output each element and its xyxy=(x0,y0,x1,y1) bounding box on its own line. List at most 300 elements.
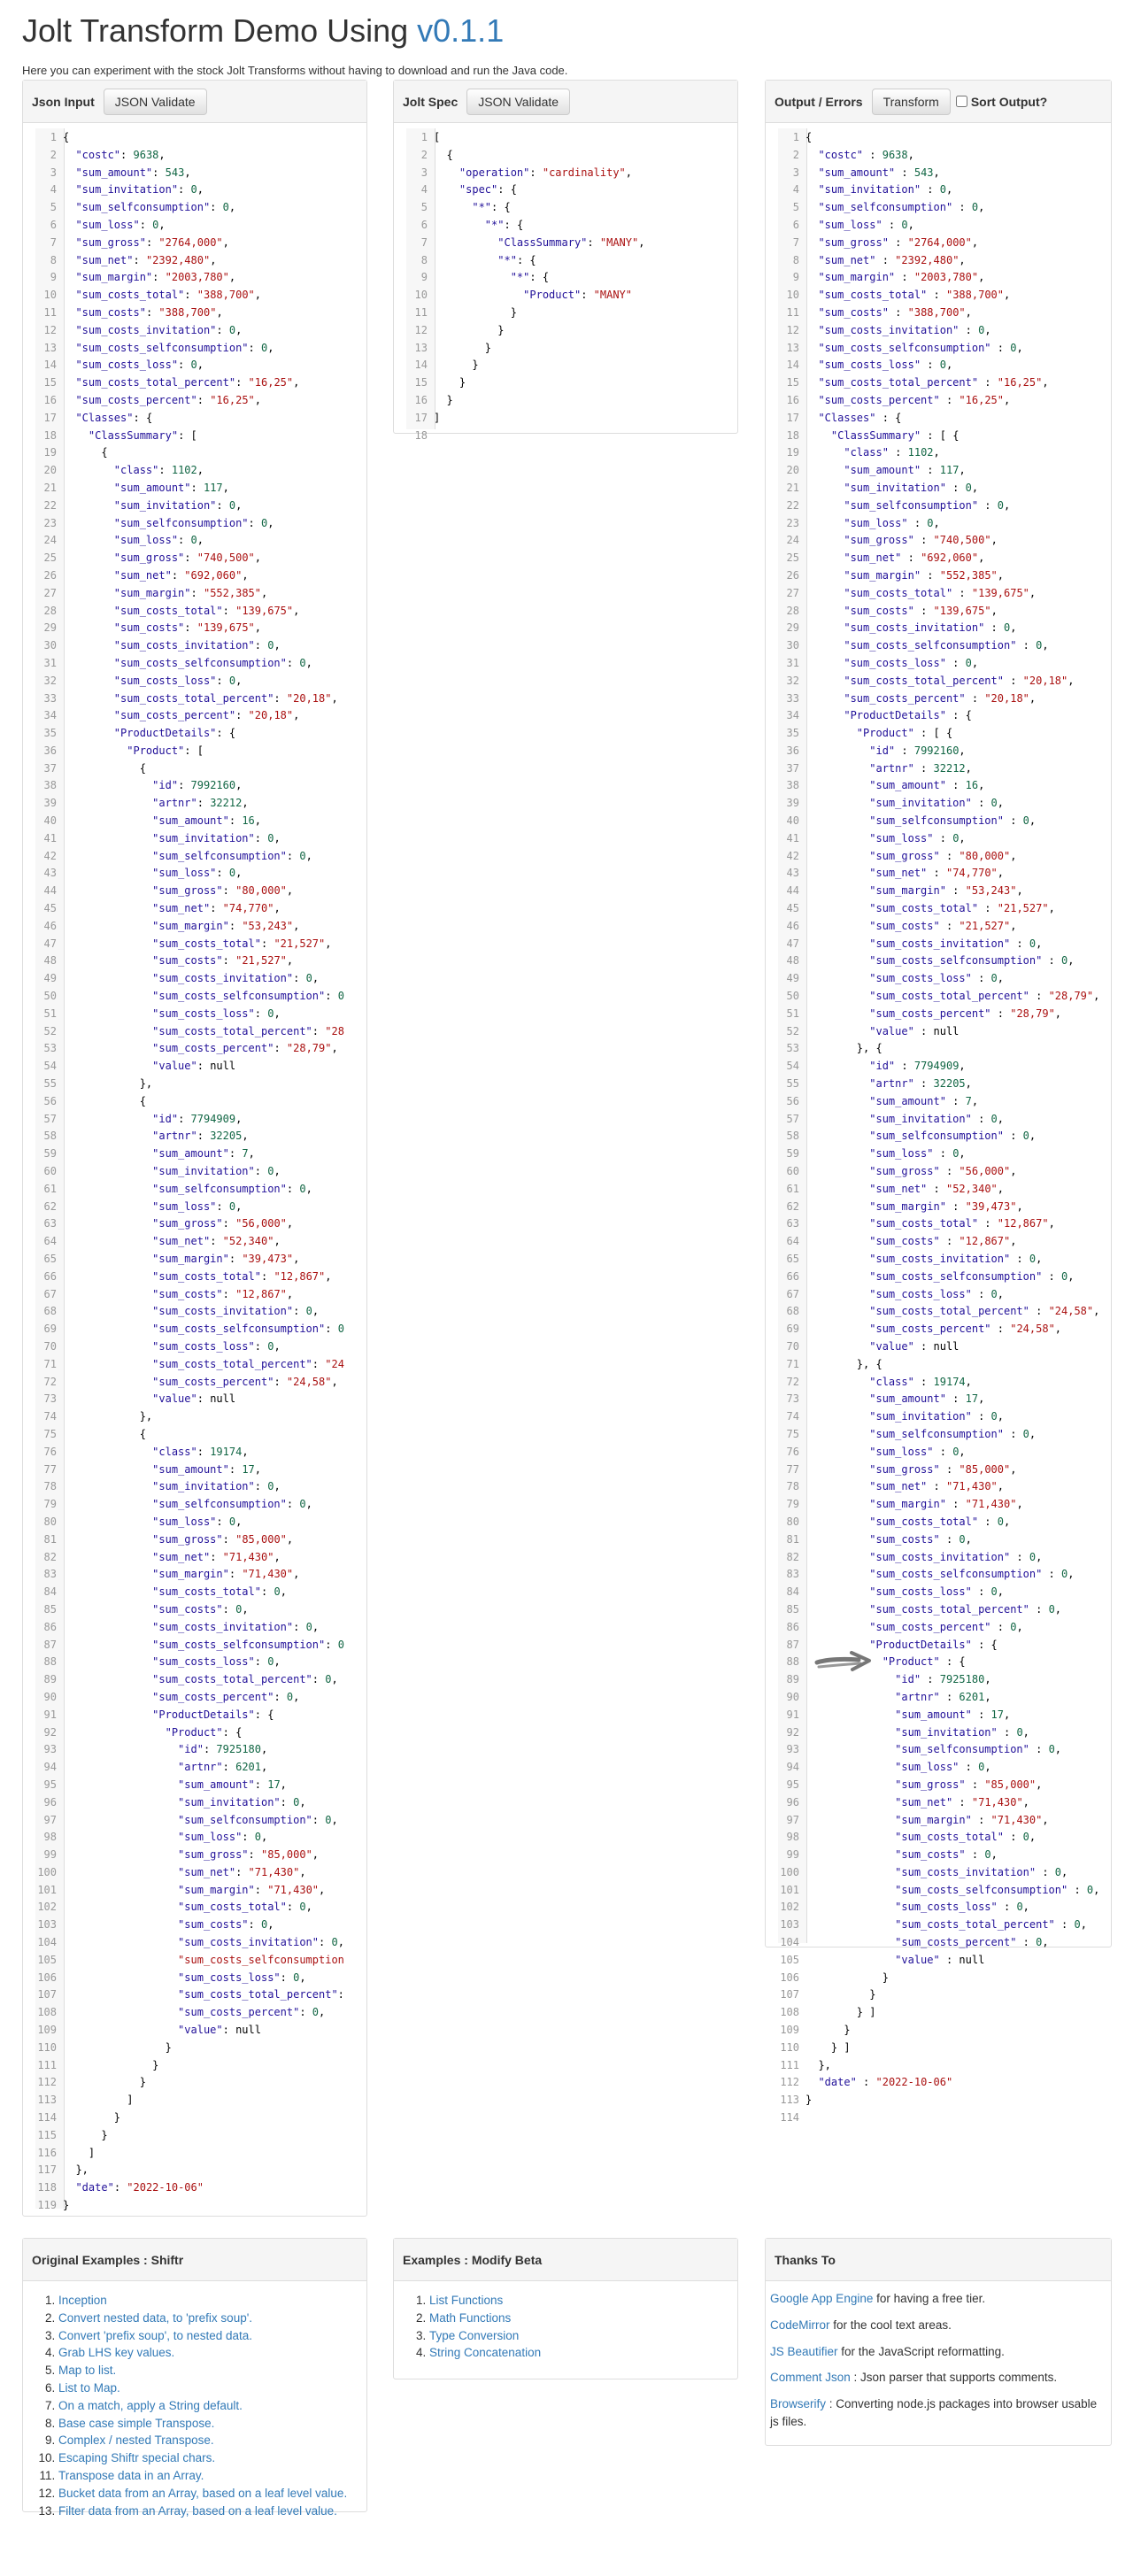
json-input-code-line[interactable] xyxy=(35,1496,365,1514)
code-text: "Product": "MANY" xyxy=(523,289,633,302)
output-code-line[interactable] xyxy=(778,1917,1109,1934)
json-input-code-line[interactable] xyxy=(35,1689,365,1707)
thanks-link[interactable]: CodeMirror xyxy=(770,2318,830,2332)
jolt-spec-code-line[interactable] xyxy=(406,287,736,305)
jolt-spec-code-line[interactable] xyxy=(406,199,736,217)
output-code-line[interactable] xyxy=(778,795,1109,813)
output-code-line[interactable] xyxy=(778,918,1109,936)
json-input-code-line[interactable] xyxy=(35,760,365,778)
output-code-line[interactable] xyxy=(778,1163,1109,1181)
shiftr-example-link[interactable]: Filter data from an Array, based on a leaf level value. xyxy=(58,2503,337,2518)
output-code-line[interactable] xyxy=(778,1496,1109,1514)
json-input-code-line[interactable] xyxy=(35,725,365,743)
json-input-code-line[interactable] xyxy=(35,1023,365,1041)
json-input-code-line[interactable] xyxy=(35,1374,365,1392)
output-code-line[interactable] xyxy=(778,2022,1109,2040)
output-code-line[interactable] xyxy=(778,199,1109,217)
json-input-code-line[interactable] xyxy=(35,988,365,1006)
output-code-line[interactable] xyxy=(778,1882,1109,1900)
json-input-code-line[interactable] xyxy=(35,2092,365,2109)
json-input-code-line[interactable] xyxy=(35,1724,365,1742)
output-code-line[interactable] xyxy=(778,1076,1109,1093)
output-code-line[interactable] xyxy=(778,883,1109,900)
output-code-line[interactable] xyxy=(778,1286,1109,1304)
json-input-code-line[interactable] xyxy=(35,462,365,480)
output-code-line[interactable] xyxy=(778,1934,1109,1952)
json-input-code-line[interactable] xyxy=(35,1391,365,1408)
jolt-spec-code-line[interactable] xyxy=(406,165,736,182)
json-input-code-line[interactable] xyxy=(35,1637,365,1654)
output-code-line[interactable] xyxy=(778,1566,1109,1584)
jolt-spec-code-line[interactable] xyxy=(406,374,736,392)
output-code-line[interactable] xyxy=(778,637,1109,655)
output-code-line[interactable] xyxy=(778,777,1109,795)
json-input-code-line[interactable] xyxy=(35,1199,365,1216)
output-code-line[interactable] xyxy=(778,1549,1109,1567)
output-code-line[interactable] xyxy=(778,2074,1109,2092)
json-input-code-line[interactable] xyxy=(35,252,365,270)
json-input-code-line[interactable] xyxy=(35,1584,365,1601)
output-code-line[interactable] xyxy=(778,1986,1109,2004)
output-code-line[interactable] xyxy=(778,1462,1109,1479)
line-number: 61 xyxy=(43,1182,57,1195)
json-input-code-line[interactable] xyxy=(35,795,365,813)
json-input-code-line[interactable] xyxy=(35,1566,365,1584)
output-code-line[interactable] xyxy=(778,1970,1109,1987)
transform-button[interactable]: Transform xyxy=(872,89,951,115)
json-input-code-line[interactable] xyxy=(35,340,365,358)
output-code-line[interactable] xyxy=(778,515,1109,533)
json-input-code-line[interactable] xyxy=(35,1215,365,1233)
jolt-spec-code-line[interactable] xyxy=(406,235,736,252)
json-input-code-line[interactable] xyxy=(35,1654,365,1671)
output-code-line[interactable] xyxy=(778,707,1109,725)
json-input-code-line[interactable] xyxy=(35,707,365,725)
json-input-code-line[interactable] xyxy=(35,1741,365,1759)
output-code-line[interactable] xyxy=(778,252,1109,270)
thanks-link[interactable]: Google App Engine xyxy=(770,2292,874,2305)
output-code-line[interactable] xyxy=(778,1023,1109,1041)
json-input-code-line[interactable] xyxy=(35,374,365,392)
json-input-code-line[interactable] xyxy=(35,1794,365,1812)
json-input-code-line[interactable] xyxy=(35,1408,365,1426)
json-input-code-line[interactable] xyxy=(35,690,365,708)
json-input-code-line[interactable] xyxy=(35,287,365,305)
output-code-line[interactable] xyxy=(778,1952,1109,1970)
json-input-code-line[interactable] xyxy=(35,1970,365,1987)
json-input-code-line[interactable] xyxy=(35,1812,365,1830)
output-code-line[interactable] xyxy=(778,2109,1109,2127)
output-code-line[interactable] xyxy=(778,1478,1109,1496)
output-code-line[interactable] xyxy=(778,1391,1109,1408)
json-input-code-line[interactable] xyxy=(35,1882,365,1900)
output-code-line[interactable] xyxy=(778,2092,1109,2109)
output-code-line[interactable] xyxy=(778,620,1109,637)
json-input-code-line[interactable] xyxy=(35,1986,365,2004)
shiftr-example-link[interactable]: List to Map. xyxy=(58,2380,120,2395)
output-code-line[interactable] xyxy=(778,1058,1109,1076)
thanks-link[interactable]: Browserify xyxy=(770,2397,827,2411)
output-code-line[interactable] xyxy=(778,1741,1109,1759)
json-input-code-line[interactable] xyxy=(35,1076,365,1093)
output-code-line[interactable] xyxy=(778,550,1109,567)
json-input-code-line[interactable] xyxy=(35,410,365,428)
output-code-line[interactable] xyxy=(778,374,1109,392)
jolt-spec-code-line[interactable] xyxy=(406,129,736,147)
json-input-code-line[interactable] xyxy=(35,515,365,533)
output-code-line[interactable] xyxy=(778,1829,1109,1847)
jolt-spec-code-line[interactable] xyxy=(406,322,736,340)
output-code-line[interactable] xyxy=(778,743,1109,760)
output-code-line[interactable] xyxy=(778,760,1109,778)
json-input-code-line[interactable] xyxy=(35,1864,365,1882)
json-input-code-line[interactable] xyxy=(35,585,365,603)
shiftr-list-item xyxy=(58,2310,366,2327)
json-input-code-line[interactable] xyxy=(35,1531,365,1549)
json-input-code-line[interactable] xyxy=(35,269,365,287)
json-input-code-line[interactable] xyxy=(35,953,365,970)
output-code-line[interactable] xyxy=(778,1812,1109,1830)
modify-list-item xyxy=(429,2292,737,2310)
code-text: "sum_costs_percent": "16,25", xyxy=(75,393,262,406)
json-input-code-line[interactable] xyxy=(35,918,365,936)
json-input-code-line[interactable] xyxy=(35,655,365,673)
json-input-code-line[interactable] xyxy=(35,567,365,585)
code-text: "Product": [ xyxy=(127,744,204,757)
json-input-code-line[interactable] xyxy=(35,620,365,637)
output-code-line[interactable] xyxy=(778,2040,1109,2057)
shiftr-example-link[interactable]: Complex / nested Transpose. xyxy=(58,2433,214,2448)
json-input-code-line[interactable] xyxy=(35,848,365,866)
json-input-code-line[interactable] xyxy=(35,2127,365,2145)
sort-output-checkbox[interactable] xyxy=(956,95,1047,109)
shiftr-example-link[interactable]: Convert 'prefix soup', to nested data. xyxy=(58,2328,253,2342)
json-input-code-line[interactable] xyxy=(35,1549,365,1567)
code-text: "sum_costs_loss" : 0, xyxy=(869,972,1004,985)
output-code-line[interactable] xyxy=(778,690,1109,708)
line-number: 107 xyxy=(780,1988,799,2001)
output-code-line[interactable] xyxy=(778,603,1109,621)
json-input-code-line[interactable] xyxy=(35,865,365,883)
json-input-code-line[interactable] xyxy=(35,1321,365,1338)
output-code-line[interactable] xyxy=(778,1531,1109,1549)
json-input-code-line[interactable] xyxy=(35,1128,365,1145)
output-code-line[interactable] xyxy=(778,865,1109,883)
json-input-code-line[interactable] xyxy=(35,1111,365,1129)
json-input-code-line[interactable] xyxy=(35,1303,365,1321)
code-text: "sum_margin": "53,243", xyxy=(152,919,300,932)
output-code-line[interactable] xyxy=(778,340,1109,358)
output-code-line[interactable] xyxy=(778,2057,1109,2075)
output-code-line[interactable] xyxy=(778,357,1109,374)
output-code-line[interactable] xyxy=(778,532,1109,550)
output-code-line[interactable] xyxy=(778,900,1109,918)
json-input-code-line[interactable] xyxy=(35,1040,365,1058)
output-code-line[interactable] xyxy=(778,480,1109,497)
json-input-code-line[interactable] xyxy=(35,1601,365,1619)
json-input-code-line[interactable] xyxy=(35,813,365,830)
output-code-line[interactable] xyxy=(778,1251,1109,1269)
output-code-line[interactable] xyxy=(778,1374,1109,1392)
shiftr-example-link[interactable]: Inception xyxy=(58,2294,107,2307)
json-input-code-line[interactable] xyxy=(35,1829,365,1847)
json-input-code-line[interactable] xyxy=(35,2040,365,2057)
json-input-code-line[interactable] xyxy=(35,777,365,795)
output-code-line[interactable] xyxy=(778,1759,1109,1777)
output-code-line[interactable] xyxy=(778,988,1109,1006)
modify-example-link[interactable]: Math Functions xyxy=(429,2310,512,2325)
output-code-line[interactable] xyxy=(778,970,1109,988)
json-input-code-line[interactable] xyxy=(35,305,365,322)
jolt-spec-code-line[interactable] xyxy=(406,410,736,428)
json-input-code-line[interactable] xyxy=(35,1444,365,1462)
output-code-line[interactable] xyxy=(778,2004,1109,2022)
json-input-code-line[interactable] xyxy=(35,129,365,147)
json-input-code-line[interactable] xyxy=(35,1006,365,1023)
json-input-code-line[interactable] xyxy=(35,1847,365,1864)
jolt-spec-code-line[interactable] xyxy=(406,181,736,199)
json-input-code-line[interactable] xyxy=(35,2004,365,2022)
output-code-line[interactable] xyxy=(778,1514,1109,1531)
output-code-line[interactable] xyxy=(778,165,1109,182)
json-input-code-line[interactable] xyxy=(35,883,365,900)
json-input-editor[interactable] xyxy=(35,129,365,2215)
jolt-spec-code-line[interactable] xyxy=(406,340,736,358)
output-code-line[interactable] xyxy=(778,428,1109,445)
json-input-code-line[interactable] xyxy=(35,2197,365,2215)
jolt-spec-code-line[interactable] xyxy=(406,392,736,410)
json-input-code-line[interactable] xyxy=(35,1934,365,1952)
output-code-line[interactable] xyxy=(778,1426,1109,1444)
line-number: 62 xyxy=(786,1199,799,1213)
json-input-code-line[interactable] xyxy=(35,147,365,165)
output-code-line[interactable] xyxy=(778,655,1109,673)
output-code-line[interactable] xyxy=(778,1899,1109,1917)
output-code-line[interactable] xyxy=(778,1408,1109,1426)
shiftr-example-link[interactable]: Convert nested data, to 'prefix soup'. xyxy=(58,2310,253,2325)
json-input-code-line[interactable] xyxy=(35,1093,365,1111)
json-input-code-line[interactable] xyxy=(35,1426,365,1444)
jolt-spec-validate-button[interactable]: JSON Validate xyxy=(466,89,570,115)
output-code-line[interactable] xyxy=(778,567,1109,585)
shiftr-example-link[interactable]: Escaping Shiftr special chars. xyxy=(58,2451,216,2465)
output-code-line[interactable] xyxy=(778,1269,1109,1286)
json-input-code-line[interactable] xyxy=(35,830,365,848)
json-input-code-line[interactable] xyxy=(35,673,365,690)
json-input-code-line[interactable] xyxy=(35,428,365,445)
line-number: 112 xyxy=(780,2076,799,2089)
json-input-code-line[interactable] xyxy=(35,199,365,217)
output-code-line[interactable] xyxy=(778,444,1109,462)
modify-example-link[interactable]: Type Conversion xyxy=(429,2328,520,2342)
output-code-line[interactable] xyxy=(778,1040,1109,1058)
shiftr-example-link[interactable]: Bucket data from an Array, based on a leaf level value. xyxy=(58,2486,348,2500)
json-input-code-line[interactable] xyxy=(35,1233,365,1251)
output-code-line[interactable] xyxy=(778,1338,1109,1356)
output-code-line[interactable] xyxy=(778,1303,1109,1321)
json-input-code-line[interactable] xyxy=(35,2179,365,2197)
output-code-line[interactable] xyxy=(778,848,1109,866)
output-code-line[interactable] xyxy=(778,392,1109,410)
json-input-code-line[interactable] xyxy=(35,2145,365,2163)
json-input-code-line[interactable] xyxy=(35,1338,365,1356)
output-code-line[interactable] xyxy=(778,287,1109,305)
json-input-code-line[interactable] xyxy=(35,1356,365,1374)
jolt-spec-code-line[interactable] xyxy=(406,428,736,445)
modify-example-link[interactable]: String Concatenation xyxy=(429,2346,542,2360)
thanks-link[interactable]: Comment Json xyxy=(770,2371,851,2385)
shiftr-example-link[interactable]: Transpose data in an Array. xyxy=(58,2468,204,2482)
json-input-code-line[interactable] xyxy=(35,1462,365,1479)
output-code-line[interactable] xyxy=(778,1181,1109,1199)
json-input-code-line[interactable] xyxy=(35,1514,365,1531)
line-number: 30 xyxy=(786,639,799,652)
json-input-code-line[interactable] xyxy=(35,1671,365,1689)
json-input-code-line[interactable] xyxy=(35,1478,365,1496)
json-input-code-line[interactable] xyxy=(35,392,365,410)
output-code-line[interactable] xyxy=(778,305,1109,322)
output-code-line[interactable] xyxy=(778,1215,1109,1233)
json-input-code-line[interactable] xyxy=(35,1058,365,1076)
json-input-code-line[interactable] xyxy=(35,2022,365,2040)
jolt-spec-code-line[interactable] xyxy=(406,357,736,374)
json-input-code-line[interactable] xyxy=(35,1917,365,1934)
json-input-code-line[interactable] xyxy=(35,2057,365,2075)
output-code-line[interactable] xyxy=(778,217,1109,235)
json-input-code-line[interactable] xyxy=(35,1899,365,1917)
output-code-line[interactable] xyxy=(778,1006,1109,1023)
output-code-line[interactable] xyxy=(778,1444,1109,1462)
json-input-code-line[interactable] xyxy=(35,743,365,760)
output-code-line[interactable] xyxy=(778,1724,1109,1742)
output-code-line[interactable] xyxy=(778,1128,1109,1145)
json-input-code-line[interactable] xyxy=(35,1269,365,1286)
output-code-line[interactable] xyxy=(778,1093,1109,1111)
json-input-code-line[interactable] xyxy=(35,1777,365,1794)
jolt-spec-code-line[interactable] xyxy=(406,252,736,270)
json-input-code-line[interactable] xyxy=(35,532,365,550)
code-text: "sum_selfconsumption": 0, xyxy=(178,1813,338,1826)
json-input-code-line[interactable] xyxy=(35,181,365,199)
output-code-line[interactable] xyxy=(778,725,1109,743)
output-code-line[interactable] xyxy=(778,269,1109,287)
code-text: "sum_margin" : "71,430", xyxy=(895,1813,1049,1826)
output-code-line[interactable] xyxy=(778,1584,1109,1601)
json-input-code-line[interactable] xyxy=(35,1181,365,1199)
output-code-line[interactable] xyxy=(778,181,1109,199)
code-text: "sum_costs_total_percent" : "16,25", xyxy=(818,376,1049,389)
output-code-line[interactable] xyxy=(778,1145,1109,1163)
line-number: 98 xyxy=(786,1831,799,1844)
json-input-code-line[interactable] xyxy=(35,497,365,515)
json-input-code-line[interactable] xyxy=(35,235,365,252)
json-input-code-line[interactable] xyxy=(35,357,365,374)
output-code-line[interactable] xyxy=(778,235,1109,252)
thanks-link[interactable]: JS Beautifier xyxy=(770,2344,838,2358)
jolt-spec-code-line[interactable] xyxy=(406,269,736,287)
json-input-code-line[interactable] xyxy=(35,2109,365,2127)
output-code-line[interactable] xyxy=(778,1707,1109,1724)
json-input-code-line[interactable] xyxy=(35,550,365,567)
code-text: "sum_costs" : "21,527", xyxy=(869,919,1017,932)
output-code-line[interactable] xyxy=(778,1356,1109,1374)
sort-output-input[interactable] xyxy=(956,96,967,107)
output-code-line[interactable] xyxy=(778,936,1109,953)
json-input-code-line[interactable] xyxy=(35,2162,365,2179)
json-input-code-line[interactable] xyxy=(35,936,365,953)
modify-example-link[interactable]: List Functions xyxy=(429,2294,504,2307)
json-input-code-line[interactable] xyxy=(35,1286,365,1304)
output-code-line[interactable] xyxy=(778,1601,1109,1619)
output-code-line[interactable] xyxy=(778,410,1109,428)
json-input-code-line[interactable] xyxy=(35,1952,365,1970)
output-code-line[interactable] xyxy=(778,1689,1109,1707)
json-input-code-line[interactable] xyxy=(35,165,365,182)
shiftr-example-link[interactable]: On a match, apply a String default. xyxy=(58,2398,243,2412)
output-code-line[interactable] xyxy=(778,147,1109,165)
output-code-line[interactable] xyxy=(778,673,1109,690)
output-code-line[interactable] xyxy=(778,1777,1109,1794)
jolt-spec-code-line[interactable] xyxy=(406,147,736,165)
jolt-spec-code-line[interactable] xyxy=(406,217,736,235)
shiftr-example-link[interactable]: Map to list. xyxy=(58,2364,117,2378)
output-code-line[interactable] xyxy=(778,129,1109,147)
json-input-code-line[interactable] xyxy=(35,480,365,497)
output-code-line[interactable] xyxy=(778,813,1109,830)
json-input-code-line[interactable] xyxy=(35,1145,365,1163)
output-code-line[interactable] xyxy=(778,1199,1109,1216)
code-text: "ProductDetails": { xyxy=(113,727,236,740)
shiftr-example-link[interactable]: Grab LHS key values. xyxy=(58,2346,175,2360)
line-number: 102 xyxy=(780,1901,799,1914)
json-input-code-line[interactable] xyxy=(35,444,365,462)
json-input-validate-button[interactable]: JSON Validate xyxy=(104,89,207,115)
output-code-line[interactable] xyxy=(778,1321,1109,1338)
output-code-line[interactable] xyxy=(778,1847,1109,1864)
json-input-code-line[interactable] xyxy=(35,1707,365,1724)
jolt-spec-code-line[interactable] xyxy=(406,305,736,322)
json-input-code-line[interactable] xyxy=(35,637,365,655)
json-input-code-line[interactable] xyxy=(35,603,365,621)
output-code-line[interactable] xyxy=(778,585,1109,603)
json-input-code-line[interactable] xyxy=(35,900,365,918)
output-code-line[interactable] xyxy=(778,497,1109,515)
shiftr-example-link[interactable]: Base case simple Transpose. xyxy=(58,2416,215,2430)
output-code-line[interactable] xyxy=(778,1794,1109,1812)
output-code-line[interactable] xyxy=(778,322,1109,340)
json-input-code-line[interactable] xyxy=(35,1619,365,1637)
json-input-code-line[interactable] xyxy=(35,970,365,988)
output-code-line[interactable] xyxy=(778,1233,1109,1251)
json-input-code-line[interactable] xyxy=(35,2074,365,2092)
output-code-line[interactable] xyxy=(778,1111,1109,1129)
output-code-line[interactable] xyxy=(778,1619,1109,1637)
json-input-code-line[interactable] xyxy=(35,217,365,235)
json-input-code-line[interactable] xyxy=(35,1759,365,1777)
line-number: 33 xyxy=(43,691,57,705)
json-input-code-line[interactable] xyxy=(35,322,365,340)
output-code-line[interactable] xyxy=(778,462,1109,480)
jolt-spec-editor[interactable] xyxy=(406,129,736,442)
line-number: 88 xyxy=(786,1655,799,1669)
code-text: "sum_costs_total_percent" : "28,79", xyxy=(869,990,1100,1003)
json-input-code-line[interactable] xyxy=(35,1251,365,1269)
output-code-line[interactable] xyxy=(778,1864,1109,1882)
json-input-code-line[interactable] xyxy=(35,1163,365,1181)
output-code-line[interactable] xyxy=(778,830,1109,848)
line-number: 67 xyxy=(43,1287,57,1300)
output-code-line[interactable] xyxy=(778,953,1109,970)
